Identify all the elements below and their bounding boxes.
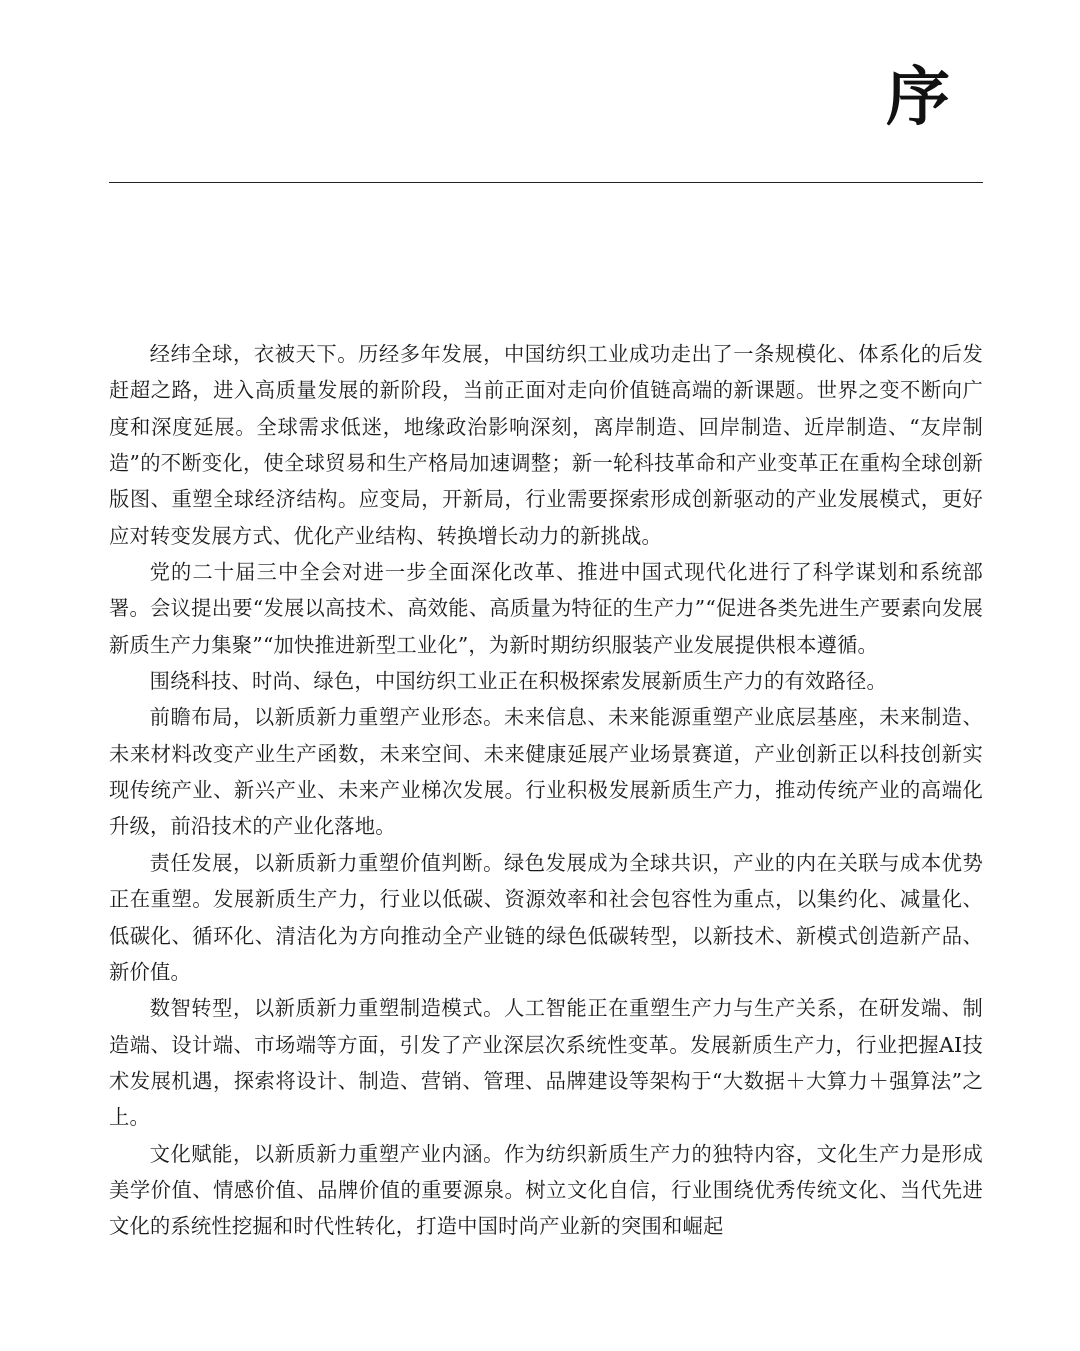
paragraph: 数智转型，以新质新力重塑制造模式。人工智能正在重塑生产力与生产关系，在研发端、制造端、设计端、市场端等方面，引发了产业深层次系统性变革。发展新质生产力，行业把握AI技术发展机遇，探索将设计、制造、营销、管理、品牌建设等架构于“大数据＋大算力＋强算法”之上。 [109, 996, 983, 1130]
paragraph: 经纬全球，衣被天下。历经多年发展，中国纺织工业成功走出了一条规模化、体系化的后发赶超之路，进入高质量发展的新阶段，当前正面对走向价值链高端的新课题。世界之变不断向广度和深度延展。全球需求低迷，地缘政治影响深刻，离岸制造、回岸制造、近岸制造、“友岸制造”的不断变化，使全球贸易和生产格局加速调整；新一轮科技革命和产业变革正在重构全球创新版图、重塑全球经济结构。应变局，开新局，行业需要探索形成创新驱动的产业发展模式，更好应对转变发展方式、优化产业结构、转换增长动力的新挑战。 [109, 342, 983, 548]
paragraph: 前瞻布局，以新质新力重塑产业形态。未来信息、未来能源重塑产业底层基座，未来制造、未来材料改变产业生产函数，未来空间、未来健康延展产业场景赛道，产业创新正以科技创新实现传统产业、新兴产业、未来产业梯次发展。行业积极发展新质生产力，推动传统产业的高端化升级，前沿技术的产业化落地。 [109, 705, 983, 839]
paragraph: 党的二十届三中全会对进一步全面深化改革、推进中国式现代化进行了科学谋划和系统部署。会议提出要“发展以高技术、高效能、高质量为特征的生产力”“促进各类先进生产要素向发展新质生产力集聚”“加快推进新型工业化”，为新时期纺织服装产业发展提供根本遵循。 [109, 560, 983, 657]
title-divider [109, 182, 983, 183]
page-title: 序 [886, 61, 950, 135]
paragraph: 文化赋能，以新质新力重塑产业内涵。作为纺织新质生产力的独特内容，文化生产力是形成美学价值、情感价值、品牌价值的重要源泉。树立文化自信，行业围绕优秀传统文化、当代先进文化的系统性挖掘和时代性转化，打造中国时尚产业新的突围和崛起 [109, 1141, 983, 1239]
paragraph: 责任发展，以新质新力重塑价值判断。绿色发展成为全球共识，产业的内在关联与成本优势正在重塑。发展新质生产力，行业以低碳、资源效率和社会包容性为重点，以集约化、减量化、低碳化、循环化、清洁化为方向推动全产业链的绿色低碳转型，以新技术、新模式创造新产品、新价值。 [109, 850, 983, 984]
body-text [109, 336, 983, 1245]
paragraph: 围绕科技、时尚、绿色，中国纺织工业正在积极探索发展新质生产力的有效路径。 [149, 669, 887, 694]
